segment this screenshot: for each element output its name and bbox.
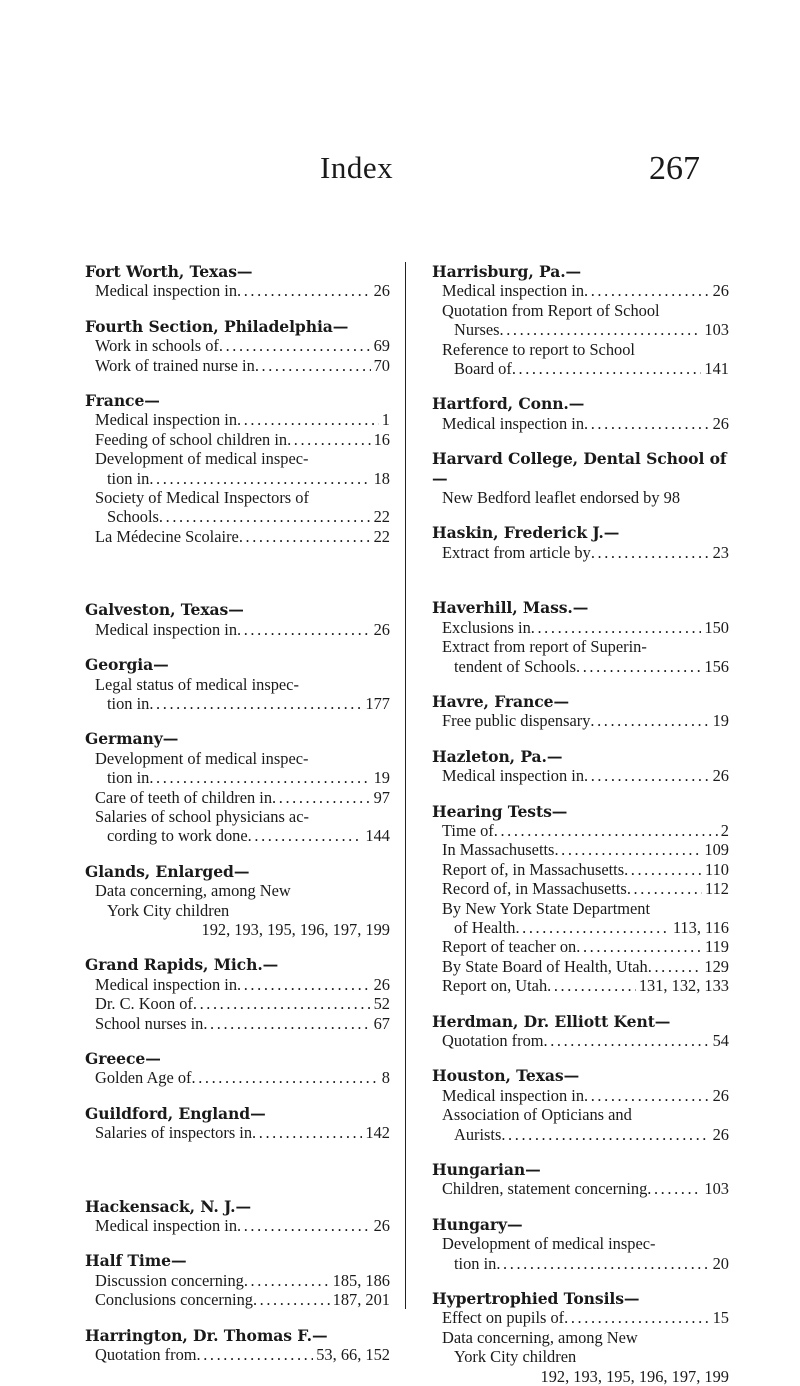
page-reference: 119 — [705, 937, 729, 957]
page-reference: 177 — [365, 693, 390, 713]
entry-line — [432, 957, 729, 976]
entry-text: Children, statement concerning — [442, 1179, 648, 1199]
dot-leader — [648, 957, 702, 976]
index-entry — [85, 1197, 390, 1236]
entry-spacer — [432, 676, 729, 692]
index-entry — [432, 394, 729, 433]
entry-line — [85, 336, 390, 355]
page-reference: 19 — [712, 711, 729, 731]
entry-line — [432, 879, 729, 898]
entry-line — [85, 826, 390, 845]
entry-line — [432, 320, 729, 339]
entry-line — [432, 1254, 729, 1273]
page-reference: 26 — [373, 281, 390, 301]
entry-line — [432, 618, 729, 637]
page-reference-line — [432, 1367, 729, 1386]
entry-heading: Hartford, Conn.— — [432, 394, 585, 414]
entry-text: Extract from article by — [442, 542, 591, 562]
page-reference: 156 — [704, 656, 729, 676]
entry-line — [432, 1086, 729, 1105]
entry-heading: Hypertrophied Tonsils— — [432, 1289, 640, 1309]
entry-subline: Association of Opticians and — [442, 1105, 632, 1125]
page-number: 267 — [649, 150, 700, 187]
entry-text: Medical inspection in — [442, 766, 585, 786]
entry-text: tion in — [107, 768, 150, 788]
page-reference: 192, 193, 195, 196, 197, 199 — [540, 1366, 729, 1386]
entry-line — [85, 1271, 390, 1290]
entry-spacer — [85, 301, 390, 317]
page-header — [0, 150, 800, 190]
entry-heading: Harvard College, Dental School of— — [432, 449, 727, 488]
entry-text: Care of teeth of children in — [95, 787, 273, 807]
dot-leader — [239, 527, 371, 546]
entry-text: Free public dispensary — [442, 711, 591, 731]
entry-text: tion in — [107, 468, 150, 488]
entry-line — [85, 507, 390, 526]
dot-leader — [237, 281, 371, 300]
index-entry — [432, 523, 729, 562]
dot-leader — [252, 1123, 362, 1142]
entry-line — [85, 527, 390, 546]
page-reference: 97 — [373, 787, 390, 807]
entry-text: cording to work done — [107, 826, 248, 846]
entry-spacer — [85, 639, 390, 655]
page-reference: 67 — [373, 1013, 390, 1033]
entry-continuation: York City children — [107, 900, 230, 920]
dot-leader — [255, 356, 371, 375]
entry-line — [432, 821, 729, 840]
index-entry — [432, 1215, 729, 1273]
entry-line — [432, 937, 729, 956]
entry-subline: Development of medical inspec- — [95, 748, 309, 768]
entry-line — [432, 711, 729, 730]
entry-line — [85, 768, 390, 787]
dot-leader — [501, 1125, 709, 1144]
entry-text: tion in — [107, 693, 150, 713]
dot-leader — [584, 281, 710, 300]
entry-spacer — [432, 433, 729, 449]
entry-line — [432, 359, 729, 378]
index-entry — [85, 862, 390, 940]
entry-spacer — [432, 1144, 729, 1160]
entry-text: Quotation from — [442, 1031, 544, 1050]
dot-leader — [237, 620, 371, 639]
entry-spacer — [432, 1199, 729, 1215]
entry-line — [85, 788, 390, 807]
entry-text: Medical inspection in — [442, 1085, 585, 1105]
entry-line — [432, 840, 729, 859]
page-reference: 18 — [373, 468, 390, 488]
entry-text: Schools — [107, 507, 159, 527]
dot-leader — [547, 976, 636, 995]
entry-text: Conclusions concerning — [95, 1290, 253, 1310]
index-entry — [85, 262, 390, 301]
dot-leader — [584, 766, 710, 785]
page-reference: 103 — [704, 320, 729, 340]
entry-line — [85, 469, 390, 488]
entry-line — [85, 356, 390, 375]
index-entry — [85, 955, 390, 1033]
entry-heading: Glands, Enlarged— — [85, 861, 250, 881]
entry-line — [432, 657, 729, 676]
dot-leader — [512, 359, 702, 378]
dot-leader — [564, 1308, 709, 1327]
entry-text: Report on, Utah — [442, 976, 548, 996]
entry-line — [432, 976, 729, 995]
entry-spacer — [85, 546, 390, 600]
running-title: Index — [320, 150, 394, 185]
entry-subline: Legal status of medical inspec- — [95, 674, 299, 694]
entry-line — [85, 694, 390, 713]
entry-spacer — [432, 731, 729, 747]
entry-spacer — [432, 507, 729, 523]
entry-line — [85, 975, 390, 994]
entry-heading: Herdman, Dr. Elliott Kent— — [432, 1011, 671, 1031]
entry-text: Record of, in Massachusetts — [442, 879, 627, 899]
entry-text: tendent of Schools — [454, 656, 577, 676]
dot-leader — [627, 879, 702, 898]
entry-text: Aurists — [454, 1124, 502, 1144]
entry-spacer — [432, 1273, 729, 1289]
entry-text: Report of, in Massachusetts — [442, 859, 625, 879]
dot-leader — [149, 469, 370, 488]
page-reference: 150 — [704, 617, 729, 637]
entry-heading: Georgia— — [85, 655, 169, 675]
entry-text: Work in schools of — [95, 336, 219, 356]
entry-heading: Fourth Section, Philadelphia— — [85, 316, 349, 336]
entry-heading: Haskin, Frederick J.— — [432, 523, 620, 543]
entry-subline: Quotation from Report of School — [442, 300, 660, 320]
entry-spacer — [85, 1033, 390, 1049]
page-reference: 69 — [373, 336, 390, 356]
entry-text: tion in — [454, 1253, 497, 1273]
entry-heading: Grand Rapids, Mich.— — [85, 955, 279, 975]
index-entry — [85, 1326, 390, 1365]
dot-leader — [576, 937, 702, 956]
page-reference-line — [85, 920, 390, 939]
index-entry — [432, 598, 729, 676]
entry-line — [85, 281, 390, 300]
entry-heading: Hungary— — [432, 1214, 523, 1234]
entry-text: Report of teacher on — [442, 937, 577, 957]
entry-line — [432, 1179, 729, 1198]
index-entry — [432, 747, 729, 786]
page-reference: 113, 116 — [672, 917, 729, 937]
dot-leader — [584, 1086, 710, 1105]
entry-line — [432, 281, 729, 300]
entry-text: Golden Age of — [95, 1068, 192, 1088]
dot-leader — [237, 1216, 371, 1235]
page-reference: 129 — [704, 956, 729, 976]
entry-heading: Greece— — [85, 1049, 161, 1068]
dot-leader — [544, 1031, 710, 1050]
entry-text: Quotation from — [95, 1345, 197, 1365]
entry-subline: Data concerning, among New — [442, 1327, 638, 1347]
page-reference: 26 — [712, 281, 729, 301]
entry-heading: Half Time— — [85, 1251, 187, 1271]
entry-text: By State Board of Health, Utah — [442, 956, 648, 976]
index-entry — [85, 1251, 390, 1309]
dot-leader — [287, 430, 371, 449]
entry-line — [85, 994, 390, 1013]
page-reference: 19 — [373, 768, 390, 788]
page-reference: 52 — [373, 994, 390, 1014]
entry-line — [85, 1068, 390, 1087]
entry-subline: Society of Medical Inspectors of — [95, 488, 309, 508]
entry-line — [432, 918, 729, 937]
dot-leader — [494, 821, 718, 840]
entry-spacer — [85, 1235, 390, 1251]
entry-text: of Health — [454, 917, 516, 937]
index-column-right — [432, 262, 729, 1386]
index-entry — [85, 600, 390, 639]
entry-heading: Houston, Texas— — [432, 1066, 580, 1086]
entry-text: La Médecine Scolaire — [95, 526, 239, 546]
entry-spacer — [432, 378, 729, 394]
dot-leader — [554, 840, 701, 859]
index-entry — [432, 692, 729, 731]
page-reference: 26 — [373, 619, 390, 639]
page-reference: 103 — [704, 1179, 729, 1199]
index-entry — [432, 1289, 729, 1386]
entry-line — [85, 1123, 390, 1142]
page-reference: 192, 193, 195, 196, 197, 199 — [201, 919, 390, 939]
page-reference: 112 — [705, 879, 729, 899]
entry-line — [432, 414, 729, 433]
dot-leader — [248, 826, 363, 845]
index-entry — [432, 262, 729, 378]
entry-line — [85, 430, 390, 449]
entry-line — [85, 410, 390, 429]
entry-spacer — [432, 1050, 729, 1066]
page-reference: 141 — [704, 359, 729, 379]
entry-subline: Extract from report of Superin- — [442, 637, 647, 657]
entry-heading: Haverhill, Mass.— — [432, 598, 589, 618]
entry-subline: Development of medical inspec- — [442, 1234, 656, 1254]
entry-spacer — [432, 786, 729, 802]
dot-leader — [590, 711, 709, 730]
page-reference: 20 — [712, 1253, 729, 1273]
dot-leader — [159, 507, 371, 526]
entry-subline: New Bedford leaflet endorsed by 98 — [442, 488, 681, 508]
entry-line — [432, 1125, 729, 1144]
entry-heading: Harrisburg, Pa.— — [432, 262, 582, 281]
entry-spacer — [432, 562, 729, 598]
entry-heading: Harrington, Dr. Thomas F.— — [85, 1325, 328, 1345]
entry-spacer — [432, 996, 729, 1012]
entry-subline: Development of medical inspec- — [95, 449, 309, 469]
entry-heading: Hungarian— — [432, 1160, 541, 1180]
page-reference: 26 — [712, 413, 729, 433]
page-reference: 26 — [373, 1216, 390, 1236]
entry-text: Nurses — [454, 320, 500, 340]
index-entry — [85, 317, 390, 375]
index-entry — [85, 391, 390, 546]
dot-leader — [591, 543, 710, 562]
entry-heading: Hazleton, Pa.— — [432, 746, 563, 766]
page-reference: 26 — [712, 1085, 729, 1105]
dot-leader — [500, 320, 702, 339]
entry-text: Exclusions in — [442, 617, 531, 637]
dot-leader — [531, 618, 702, 637]
index-entry — [85, 729, 390, 845]
entry-subline: Data concerning, among New — [95, 881, 291, 901]
entry-spacer — [85, 1088, 390, 1104]
entry-heading: Germany— — [85, 729, 179, 749]
entry-text: Board of — [454, 359, 512, 379]
entry-subline: Reference to report to School — [442, 339, 635, 359]
page-reference: 1 — [381, 410, 390, 430]
entry-line — [85, 620, 390, 639]
entry-heading: Hearing Tests— — [432, 801, 568, 821]
entry-line — [85, 1014, 390, 1033]
entry-line — [432, 766, 729, 785]
dot-leader — [219, 336, 371, 355]
entry-text: Medical inspection in — [442, 281, 585, 301]
dot-leader — [576, 657, 701, 676]
dot-leader — [193, 994, 371, 1013]
dot-leader — [203, 1014, 370, 1033]
entry-spacer — [85, 713, 390, 729]
dot-leader — [647, 1179, 701, 1198]
entry-continuation: York City children — [454, 1347, 577, 1367]
entry-heading: Havre, France— — [432, 691, 569, 711]
dot-leader — [584, 414, 710, 433]
dot-leader — [237, 975, 371, 994]
index-entry — [432, 1066, 729, 1144]
entry-spacer — [85, 1310, 390, 1326]
page-reference: 142 — [365, 1123, 390, 1143]
dot-leader — [272, 788, 371, 807]
page-reference: 53, 66, 152 — [316, 1345, 390, 1365]
page-reference: 70 — [373, 355, 390, 375]
page-reference: 16 — [373, 429, 390, 449]
page-reference: 109 — [704, 840, 729, 860]
entry-line — [85, 1216, 390, 1235]
dot-leader — [624, 860, 702, 879]
page-reference: 144 — [365, 826, 390, 846]
index-entry — [85, 1049, 390, 1088]
page-reference: 26 — [712, 766, 729, 786]
entry-heading: Guildford, England— — [85, 1103, 266, 1123]
dot-leader — [192, 1068, 379, 1087]
entry-subline: Salaries of school physicians ac- — [95, 806, 309, 826]
dot-leader — [253, 1290, 330, 1309]
entry-text: Effect on pupils of — [442, 1308, 565, 1328]
index-entry — [85, 655, 390, 713]
page-reference: 187, 201 — [332, 1290, 390, 1310]
entry-text: Work of trained nurse in — [95, 355, 255, 375]
entry-line — [432, 1308, 729, 1327]
entry-text: Medical inspection in — [95, 974, 238, 994]
index-entry — [432, 802, 729, 996]
entry-text: Salaries of inspectors in — [95, 1123, 253, 1143]
dot-leader — [244, 1271, 330, 1290]
page-reference: 26 — [373, 974, 390, 994]
entry-line — [432, 1031, 729, 1050]
page-reference: 8 — [381, 1068, 390, 1088]
dot-leader — [515, 918, 669, 937]
entry-text: Medical inspection in — [95, 619, 238, 639]
page-reference: 2 — [720, 820, 729, 840]
entry-line — [432, 860, 729, 879]
page-reference: 110 — [705, 859, 729, 879]
dot-leader — [496, 1254, 709, 1273]
index-entry — [85, 1104, 390, 1143]
entry-text: Dr. C. Koon of — [95, 994, 193, 1014]
dot-leader — [237, 410, 379, 429]
entry-text: Medical inspection in — [442, 413, 585, 433]
page-reference: 185, 186 — [332, 1270, 390, 1290]
dot-leader — [149, 768, 370, 787]
entry-heading: Galveston, Texas— — [85, 600, 244, 620]
page-reference: 22 — [373, 526, 390, 546]
index-column-left — [85, 262, 390, 1364]
entry-text: Feeding of school children in — [95, 429, 288, 449]
entry-heading: Fort Worth, Texas— — [85, 262, 253, 281]
entry-line — [85, 1290, 390, 1309]
page-reference: 22 — [373, 507, 390, 527]
entry-text: In Massachusetts — [442, 840, 555, 860]
index-entry — [432, 449, 729, 507]
entry-heading: Hackensack, N. J.— — [85, 1196, 251, 1216]
index-entry — [432, 1160, 729, 1199]
page-reference: 23 — [712, 542, 729, 562]
entry-subline: By New York State Department — [442, 898, 651, 918]
entry-spacer — [85, 375, 390, 391]
entry-text: Medical inspection in — [95, 281, 238, 301]
index-entry — [432, 1012, 729, 1051]
dot-leader — [149, 694, 362, 713]
page-reference: 26 — [712, 1124, 729, 1144]
entry-heading: France— — [85, 391, 160, 411]
entry-spacer — [85, 939, 390, 955]
entry-text: Medical inspection in — [95, 410, 238, 430]
entry-text: Medical inspection in — [95, 1216, 238, 1236]
entry-line — [85, 1345, 390, 1364]
entry-spacer — [85, 846, 390, 862]
entry-text: Time of — [442, 820, 494, 840]
page-reference: 15 — [712, 1308, 729, 1328]
entry-spacer — [85, 1143, 390, 1197]
dot-leader — [197, 1345, 314, 1364]
page-reference: 54 — [712, 1031, 729, 1050]
column-divider — [405, 262, 406, 1309]
entry-text: School nurses in — [95, 1013, 204, 1033]
entry-text: Discussion concerning — [95, 1270, 244, 1290]
page-reference: 131, 132, 133 — [638, 976, 729, 996]
entry-line — [432, 543, 729, 562]
